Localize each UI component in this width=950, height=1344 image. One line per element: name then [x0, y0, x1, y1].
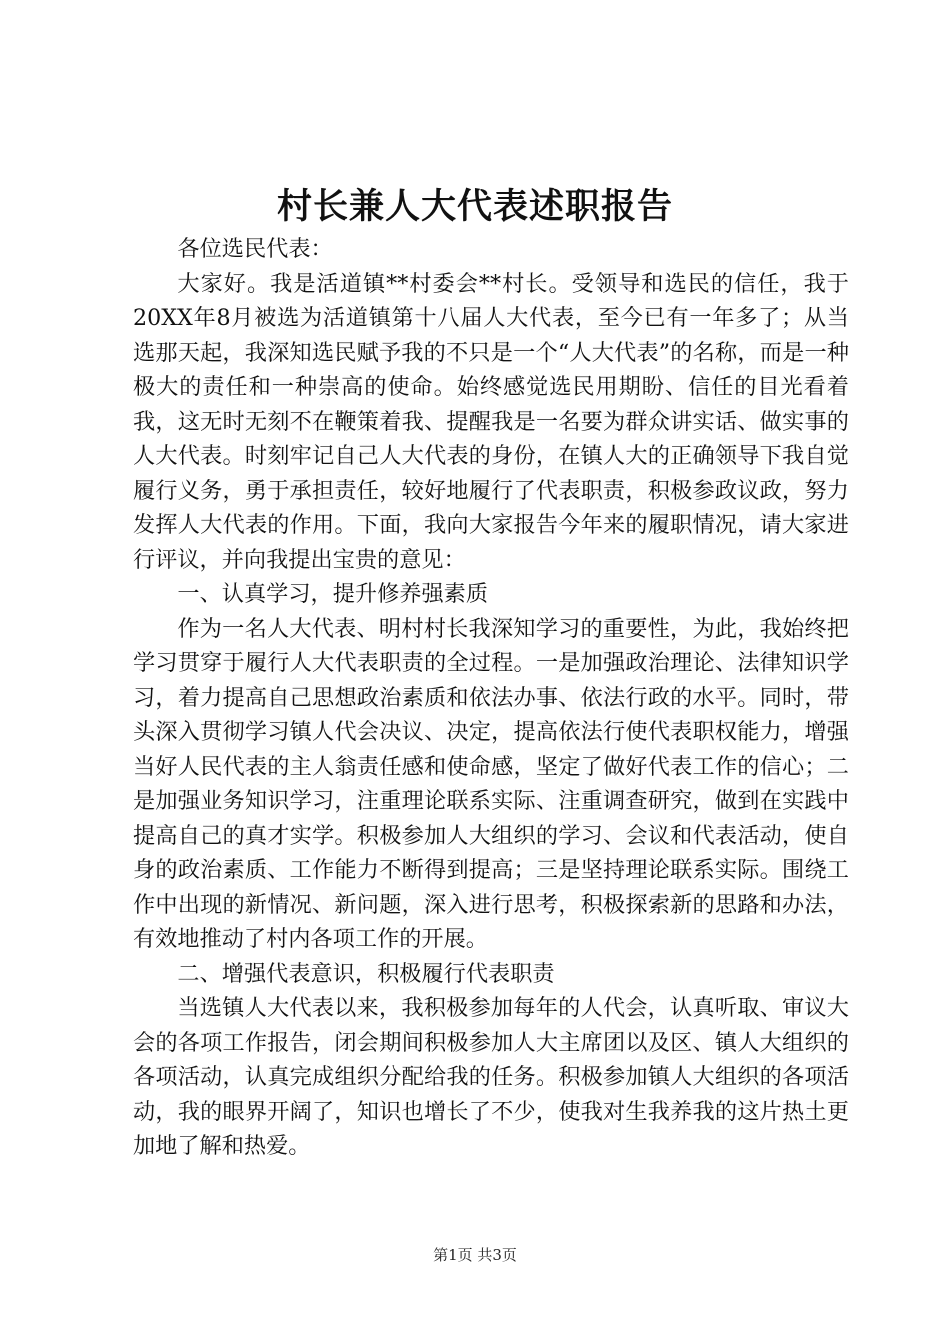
intro-paragraph: 大家好。我是活道镇**村委会**村长。受领导和选民的信任，我于20XX年8月被选为活道镇第十八届人大代表，至今已有一年多了；从当选那天起，我深知选民赋予我的不只是一个“人大代表”的名称，而是一种极大的责任和一种崇高的使命。始终感觉选民用期盼、信任的目光看着我，这无时无刻不在鞭策着我、提醒我是一名要为群众讲实话、做实事的人大代表。时刻牢记自己人大代表的身份，在镇人大的正确领导下我自觉履行义务，勇于承担责任，较好地履行了代表职责，积极参政议政，努力发挥人大代表的作用。下面，我向大家报告今年来的履职情况，请大家进行评议，并向我提出宝贵的意见：: [133, 270, 849, 573]
document-title: 村长兼人大代表述职报告: [276, 186, 673, 227]
section-heading-1: 一、认真学习，提升修养强素质: [177, 581, 489, 607]
page-number-footer: 第1页 共3页: [433, 1246, 517, 1264]
document-body: [133, 232, 849, 1164]
salutation-paragraph: 各位选民代表：: [177, 236, 333, 262]
section-2-paragraph: 当选镇人大代表以来，我积极参加每年的人代会，认真听取、审议大会的各项工作报告，闭会期间积极参加人大主席团以及区、镇人大组织的各项活动，认真完成组织分配给我的任务。积极参加镇人大组织的各项活动，我的眼界开阔了，知识也增长了不少，使我对生我养我的这片热土更加地了解和热爱。: [133, 995, 849, 1159]
section-1-paragraph: 作为一名人大代表、明村村长我深知学习的重要性，为此，我始终把学习贯穿于履行人大代表职责的全过程。一是加强政治理论、法律知识学习，着力提高自己思想政治素质和依法办事、依法行政的水平。同时，带头深入贯彻学习镇人代会决议、决定，提高依法行使代表职权能力，增强当好人民代表的主人翁责任感和使命感，坚定了做好代表工作的信心；二是加强业务知识学习，注重理论联系实际、注重调查研究，做到在实践中提高自己的真才实学。积极参加人大组织的学习、会议和代表活动，使自身的政治素质、工作能力不断得到提高；三是坚持理论联系实际。围绕工作中出现的新情况、新问题，深入进行思考，积极探索新的思路和办法，有效地推动了村内各项工作的开展。: [133, 615, 849, 952]
section-heading-2: 二、增强代表意识，积极履行代表职责: [177, 960, 555, 987]
